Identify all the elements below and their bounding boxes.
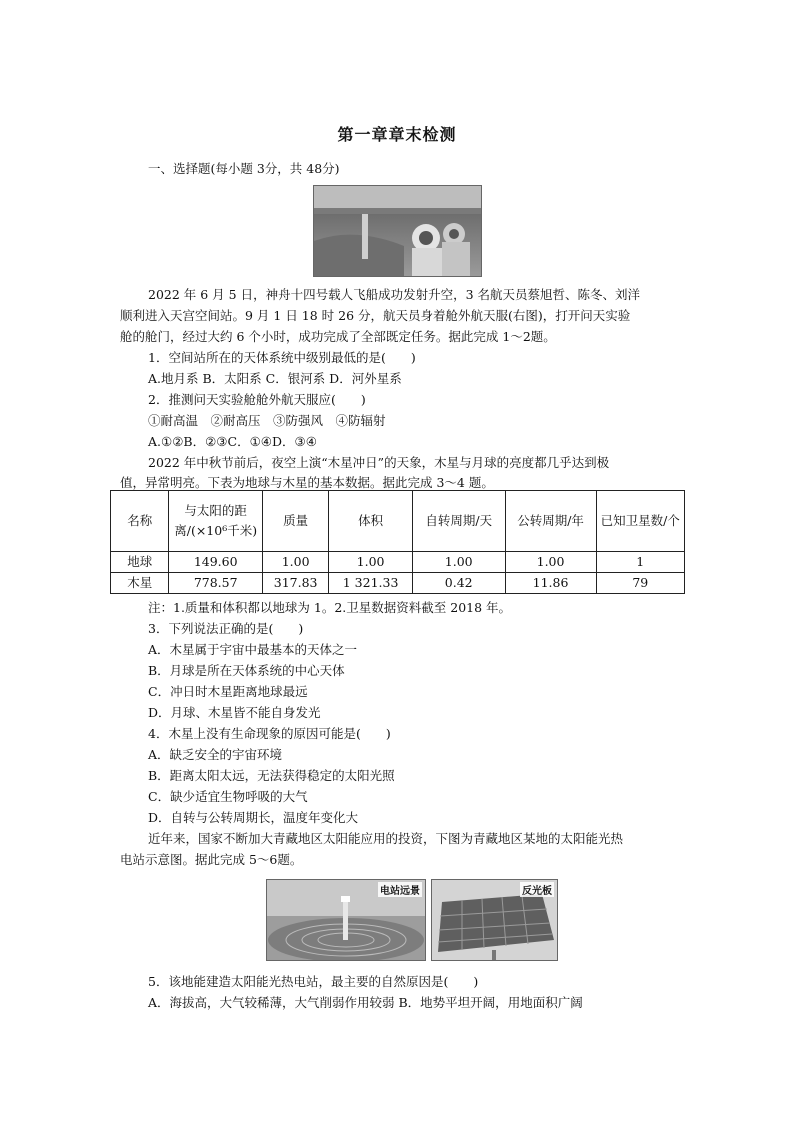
question-5-options: A．海拔高，大气较稀薄，大气削弱作用较弱 B．地势平坦开阔，用地面积广阔 [148, 995, 583, 1010]
power-station-photo [266, 879, 426, 961]
passage1-line2: 顺利进入天宫空间站。9 月 1 日 18 时 26 分，航天员身着舱外航天服(右图)，打开问天实验 [120, 308, 631, 323]
question-2-options: A.①②B．②③C．①④D．③④ [148, 434, 317, 449]
question-4-option-d: D．自转与公转周期长，温度年变化大 [148, 810, 359, 825]
passage2-line2: 值，异常明亮。下表为地球与木星的基本数据。据此完成 3～4 题。 [120, 475, 494, 490]
table-header-cell: 质量 [262, 491, 328, 552]
question-4-option-a: A．缺乏安全的宇宙环境 [148, 747, 283, 762]
question-3-option-d: D．月球、木星皆不能自身发光 [148, 705, 321, 720]
question-2: 2．推测问天实验舱舱外航天服应( ) [148, 392, 366, 407]
passage2-line1: 2022 年中秋节前后，夜空上演“木星冲日”的天象，木星与月球的亮度都几乎达到极 [148, 455, 610, 470]
table-cell: 地球 [111, 552, 169, 573]
question-5: 5．该地能建造太阳能光热电站，最主要的自然原因是( ) [148, 974, 479, 989]
table-header-cell: 公转周期/年 [505, 491, 596, 552]
question-4-option-c: C．缺少适宜生物呼吸的大气 [148, 789, 308, 804]
passage3-line1: 近年来，国家不断加大青藏地区太阳能应用的投资，下图为青藏地区某地的太阳能光热 [148, 831, 624, 846]
table-header-cell: 与太阳的距离/(×10⁶千米) [169, 491, 263, 552]
table-note: 注：1.质量和体积都以地球为 1。2.卫星数据资料截至 2018 年。 [148, 600, 512, 615]
passage3-line2: 电站示意图。据此完成 5～6题。 [120, 852, 303, 867]
table-header-row [111, 491, 685, 552]
table-cell: 1 321.33 [329, 573, 413, 594]
table-cell: 778.57 [169, 573, 263, 594]
astronaut-photo [313, 185, 482, 277]
table-row [111, 573, 685, 594]
question-1: 1．空间站所在的天体系统中级别最低的是( ) [148, 350, 416, 365]
reflector-caption: 反光板 [520, 882, 554, 897]
table-cell: 1.00 [329, 552, 413, 573]
table-cell: 11.86 [505, 573, 596, 594]
table-header-cell: 体积 [329, 491, 413, 552]
table-cell: 317.83 [262, 573, 328, 594]
astronaut-photo-illustration [314, 186, 481, 276]
table-header-cell: 已知卫星数/个 [596, 491, 684, 552]
question-3-option-c: C．冲日时木星距离地球最远 [148, 684, 308, 699]
section-heading: 一、选择题(每小题 3分，共 48分) [148, 161, 340, 176]
table-cell: 149.60 [169, 552, 263, 573]
question-3-option-a: A．木星属于宇宙中最基本的天体之一 [148, 642, 358, 657]
table-cell: 1.00 [505, 552, 596, 573]
question-3-option-b: B．月球是所在天体系统的中心天体 [148, 663, 345, 678]
table-header-cell: 名称 [111, 491, 169, 552]
passage1-line1: 2022 年 6 月 5 日，神舟十四号载人飞船成功发射升空，3 名航天员蔡旭哲、陈冬、刘洋 [148, 287, 641, 302]
question-4: 4．木星上没有生命现象的原因可能是( ) [148, 726, 391, 741]
table-header-cell: 自转周期/天 [412, 491, 505, 552]
table-cell: 1 [596, 552, 684, 573]
power-station-caption: 电站远景 [378, 882, 422, 897]
planet-data-table [110, 490, 685, 594]
reflector-photo [431, 879, 558, 961]
question-3: 3．下列说法正确的是( ) [148, 621, 304, 636]
table-cell: 木星 [111, 573, 169, 594]
table-cell: 1.00 [262, 552, 328, 573]
passage1-line3: 舱的舱门，经过大约 6 个小时，成功完成了全部既定任务。据此完成 1～2题。 [120, 329, 556, 344]
table-row [111, 552, 685, 573]
question-1-options: A.地月系 B．太阳系 C．银河系 D．河外星系 [148, 371, 402, 386]
question-2-items: ①耐高温 ②耐高压 ③防强风 ④防辐射 [148, 413, 386, 428]
table-cell: 0.42 [412, 573, 505, 594]
table-cell: 79 [596, 573, 684, 594]
table-cell: 1.00 [412, 552, 505, 573]
question-4-option-b: B．距离太阳太远，无法获得稳定的太阳光照 [148, 768, 395, 783]
page-title: 第一章章末检测 [337, 125, 457, 144]
